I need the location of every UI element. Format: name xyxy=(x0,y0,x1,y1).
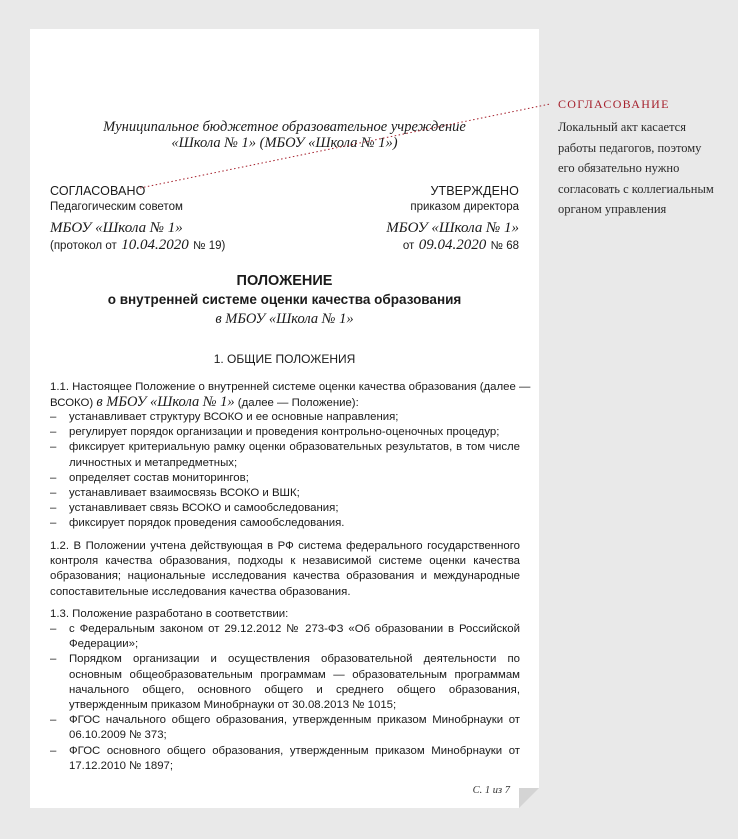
list-item: – устанавливает структуру ВСОКО и ее основные направления; xyxy=(50,410,520,425)
p12-paragraph: 1.2. В Положении учтена действующая в РФ система федерального государственного контроля качества образования, подходы к независимой системе оценки качества образования; национальные исследования качества образования и международные сопоставительные исследования качества образования. xyxy=(50,540,520,598)
protocol-date: 10.04.2020 xyxy=(121,237,189,253)
p11-suffix: (далее — Положение): xyxy=(237,397,359,409)
approved-by-order-heading: УТВЕРЖДЕНО xyxy=(430,184,519,198)
list-dash: – xyxy=(50,653,57,666)
order-number: № 68 xyxy=(490,240,519,252)
p11-school: в МБОУ «Школа № 1» xyxy=(96,394,235,410)
order-prefix: от xyxy=(402,240,415,252)
org-header-line2: «Школа № 1» (МБОУ «Школа № 1») xyxy=(171,135,398,151)
list-item: – определяет состав мониторингов; xyxy=(50,471,520,486)
list-item: – устанавливает взаимосвязь ВСОКО и ВШК; xyxy=(50,486,520,501)
doc-school: в МБОУ «Школа № 1» xyxy=(215,311,354,327)
approved-by-council-org: МБОУ «Школа № 1» xyxy=(50,220,183,236)
org-header-line1: Муниципальное бюджетное образовательное учреждение xyxy=(103,119,466,135)
order-date: 09.04.2020 xyxy=(418,237,487,253)
p13-intro: 1.3. Положение разработано в соответствии: xyxy=(50,608,289,620)
list-dash: – xyxy=(50,714,57,727)
doc-title: ПОЛОЖЕНИЕ xyxy=(236,273,333,289)
protocol-number: № 19) xyxy=(193,240,226,252)
doc-subtitle: о внутренней системе оценки качества образования xyxy=(107,292,462,307)
approved-by-order-body: приказом директора xyxy=(410,201,519,213)
side-note xyxy=(558,97,718,220)
page-number: С. 1 из 7 xyxy=(472,785,510,796)
list-dash: – xyxy=(50,471,57,484)
side-note-text: Локальный акт касается работы педагогов, поэтому его обязательно нужно согласовать с коллегиальным органом управления xyxy=(558,120,714,216)
list-item: – устанавливает связь ВСОКО и самообследования; xyxy=(50,501,520,516)
list-item: – фиксирует критериальную рамку оценки образовательных результатов, в том числе личностных и метапредметных; xyxy=(50,441,520,469)
section-heading: 1. ОБЩИЕ ПОЛОЖЕНИЯ xyxy=(213,352,356,366)
p11-line1: 1.1. Настоящее Положение о внутренней системе оценки качества образования (далее — xyxy=(50,381,531,393)
approved-by-council-body: Педагогическим советом xyxy=(50,201,183,213)
p11-prefix: ВСОКО) xyxy=(50,397,94,409)
approved-by-order-org: МБОУ «Школа № 1» xyxy=(386,220,519,236)
list-dash: – xyxy=(50,517,57,530)
protocol-prefix: (протокол от xyxy=(50,240,117,252)
list-item: – с Федеральным законом от 29.12.2012 № 273-ФЗ «Об образовании в Российской Федерации»; xyxy=(50,623,520,651)
list-item: – ФГОС начального общего образования, утвержденным приказом Минобрнауки от 06.10.2009 № 373; xyxy=(50,714,520,742)
list-dash: – xyxy=(50,426,57,439)
list-item: – ФГОС основного общего образования, утвержденным приказом Минобрнауки от 17.12.2010 № 1897; xyxy=(50,744,520,772)
list-item: – фиксирует порядок проведения самообследования. xyxy=(50,516,520,531)
list-dash: – xyxy=(50,487,57,500)
list-item: – Порядком организации и осуществления образовательной деятельности по основным общеобразовательным программам — образовательным программам начального общего, основного общего и среднего общего образования, утвержденным приказом Минобрнауки от 30.08.2013 № 1015; xyxy=(50,653,520,712)
approved-by-council-heading: СОГЛАСОВАНО xyxy=(50,184,146,198)
list-dash: – xyxy=(50,502,57,515)
side-note-title: СОГЛАСОВАНИЕ xyxy=(558,97,670,111)
list-dash: – xyxy=(50,623,57,635)
list-dash: – xyxy=(50,411,57,423)
list-item: – регулирует порядок организации и проведения контрольно-оценочных процедур; xyxy=(50,425,520,440)
list-dash: – xyxy=(50,744,57,757)
list-dash: – xyxy=(50,441,57,454)
